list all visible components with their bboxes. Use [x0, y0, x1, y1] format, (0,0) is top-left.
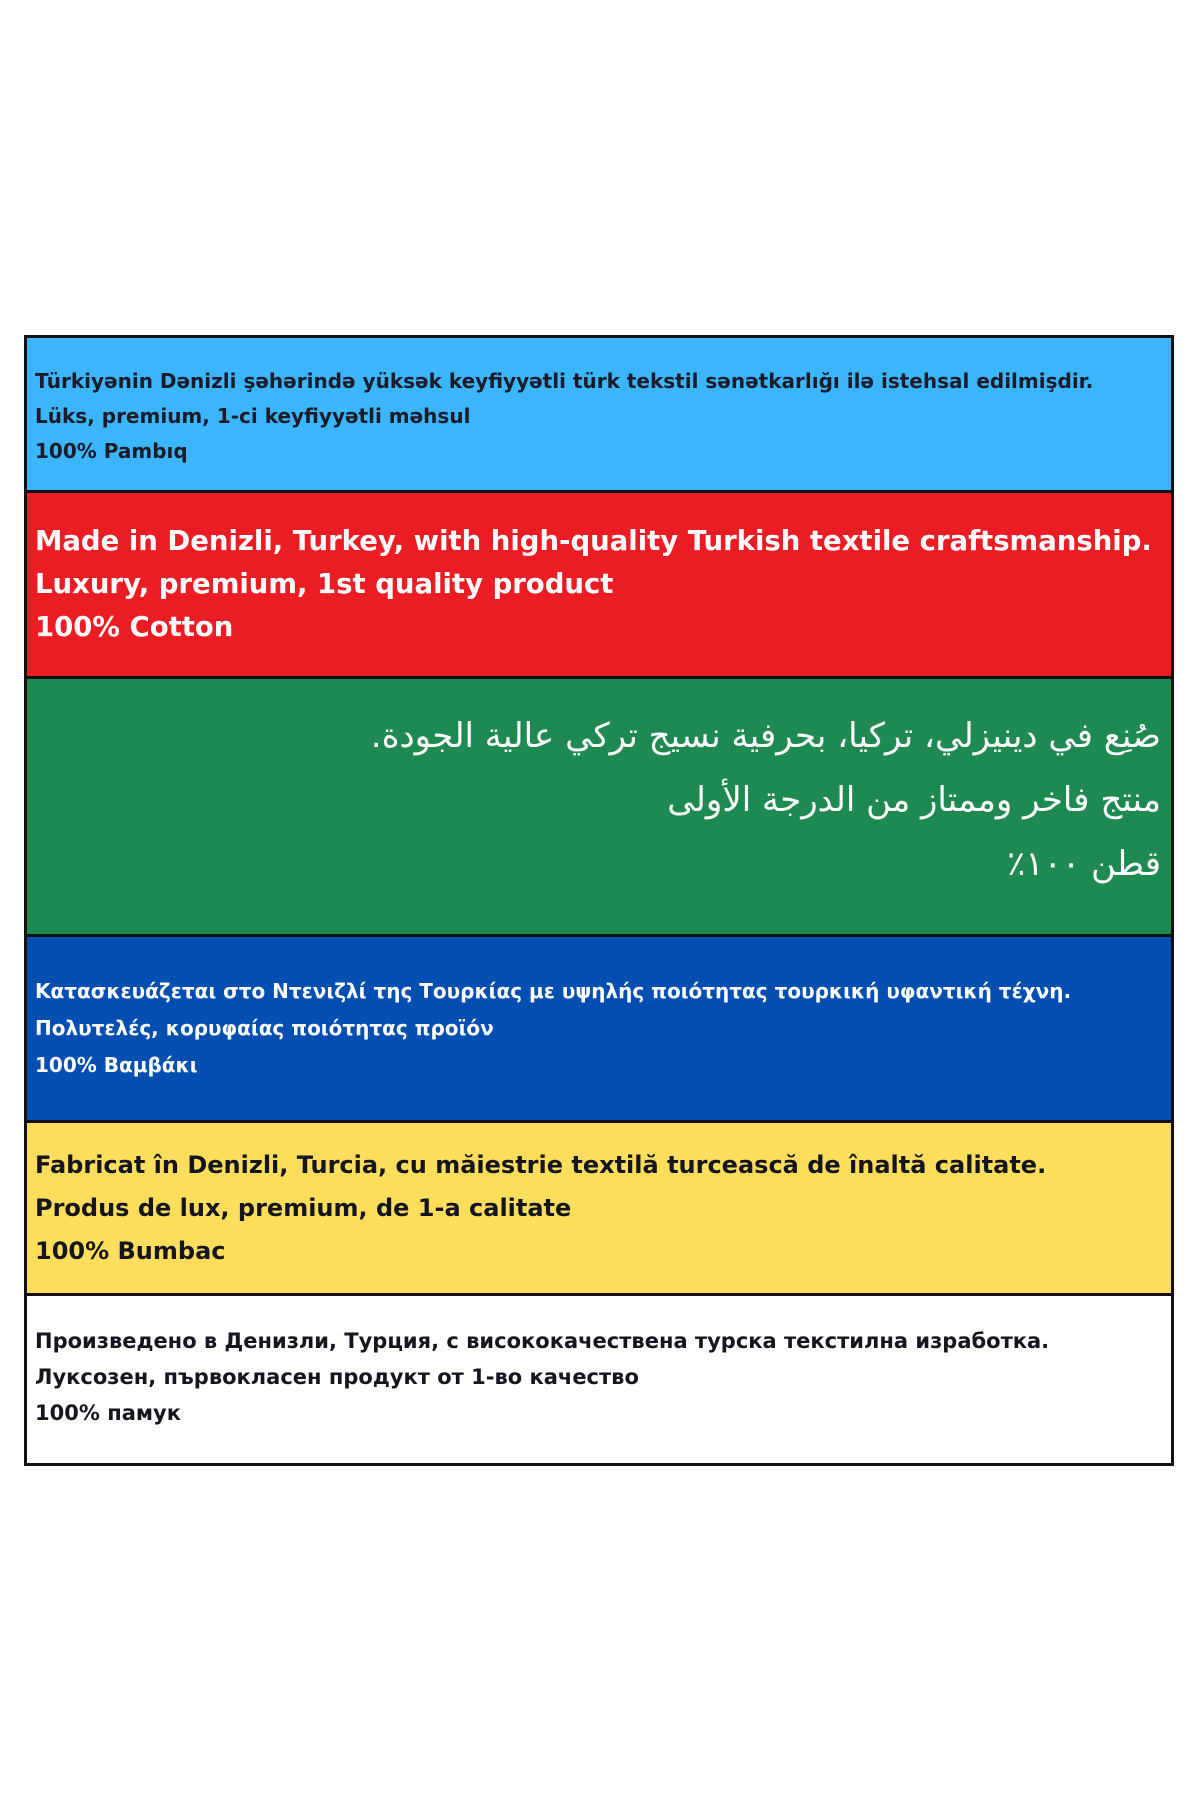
arabic-origin-text: صُنِع في دينيزلي، تركيا، بحرفية نسيج تركي عالية الجودة. — [370, 715, 1161, 756]
arabic-quality-text: منتج فاخر وممتاز من الدرجة الأولى — [667, 779, 1161, 820]
arabic-section — [27, 679, 1171, 937]
english-quality-text: Luxury, premium, 1st quality product — [35, 568, 614, 600]
azerbaijani-quality-text: Lüks, premium, 1-ci keyfiyyətli məhsul — [35, 403, 471, 428]
romanian-material-text: 100% Bumbac — [35, 1236, 226, 1265]
greek-section — [27, 937, 1171, 1123]
bulgarian-origin-text: Произведено в Денизли, Турция, с висококачествена турска текстилна изработка. — [35, 1328, 1050, 1353]
bulgarian-quality-text: Луксозен, първокласен продукт от 1-во качество — [35, 1364, 639, 1389]
azerbaijani-section — [27, 338, 1171, 493]
romanian-origin-text: Fabricat în Denizli, Turcia, cu măiestrie textilă turcească de înaltă calitate. — [35, 1150, 1047, 1179]
greek-origin-text: Κατασκευάζεται στο Ντενιζλί της Τουρκίας με υψηλής ποιότητας τουρκική υφαντική τέχνη. — [35, 979, 1072, 1003]
bulgarian-material-text: 100% памук — [35, 1400, 181, 1425]
english-origin-text: Made in Denizli, Turkey, with high-quality Turkish textile craftsmanship. — [35, 525, 1152, 557]
english-material-text: 100% Cotton — [35, 611, 234, 643]
azerbaijani-origin-text: Türkiyənin Dənizli şəhərində yüksək keyfiyyətli türk tekstil sənətkarlığı ilə istehsal edilmişdir. — [35, 368, 1094, 393]
greek-material-text: 100% Βαμβάκι — [35, 1053, 198, 1077]
product-label-table — [24, 335, 1174, 1466]
english-section — [27, 493, 1171, 679]
arabic-material-text: قطن ١٠٠٪ — [1007, 843, 1161, 884]
azerbaijani-material-text: 100% Pambıq — [35, 438, 188, 463]
romanian-section — [27, 1123, 1171, 1296]
bulgarian-section — [27, 1296, 1171, 1463]
romanian-quality-text: Produs de lux, premium, de 1-a calitate — [35, 1193, 572, 1222]
greek-quality-text: Πολυτελές, κορυφαίας ποιότητας προϊόν — [35, 1016, 494, 1040]
